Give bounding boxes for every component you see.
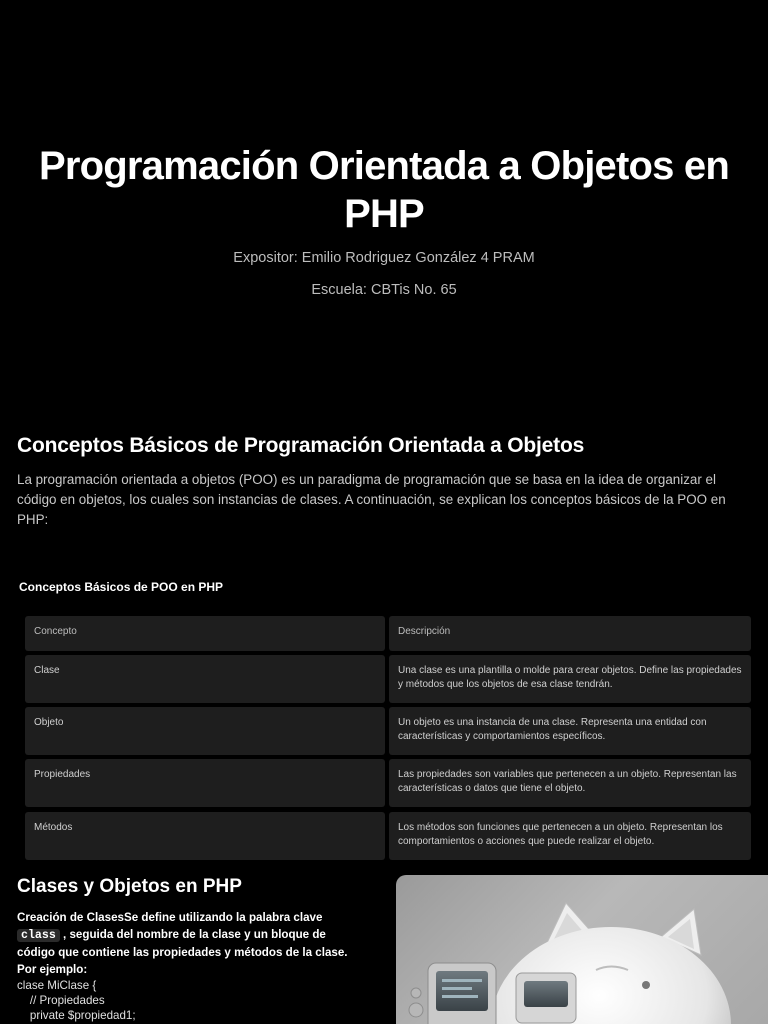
classes-heading: Clases y Objetos en PHP <box>17 876 242 897</box>
concepts-table-title: Conceptos Básicos de POO en PHP <box>19 580 224 594</box>
concepts-slide <box>0 400 768 864</box>
table-header-concept: Concepto <box>25 616 385 651</box>
table-cell-description: Un objeto es una instancia de una clase. Representa una entidad con características y comportamientos específicos. <box>389 707 751 755</box>
code-line: // Propiedades <box>17 994 105 1007</box>
presenter-line: Expositor: Emilio Rodriguez González 4 PRAM <box>233 250 535 266</box>
table-cell-description: Los métodos son funciones que pertenecen a un objeto. Representan los comportamientos o acciones que puede realizar el objeto. <box>389 812 751 860</box>
concepts-intro-paragraph: La programación orientada a objetos (POO) es un paradigma de programación que se basa en la idea de organizar el código en objetos, los cuales son instancias de clases. A continuación, se explican los conceptos básicos de la POO en PHP: <box>17 472 726 527</box>
code-example <box>17 978 136 1023</box>
paragraph-text-end: , seguida del nombre de la clase y un bloque de código que contiene las propiedades y métodos de la clase. Por ejemplo: <box>17 928 348 976</box>
presentation-title: Programación Orientada a Objetos en PHP <box>39 144 729 236</box>
table-cell-concept: Objeto <box>25 707 385 755</box>
school-line: Escuela: CBTis No. 65 <box>311 282 457 298</box>
class-creation-paragraph <box>17 909 367 978</box>
table-cell-description: Una clase es una plantilla o molde para crear objetos. Define las propiedades y métodos que los objetos de esa clase tendrán. <box>389 655 751 703</box>
paragraph-text-start: Creación de ClasesSe define utilizando la palabra clave <box>17 911 323 924</box>
table-cell-concept: Métodos <box>25 812 385 860</box>
piggy-bank-icon <box>396 875 768 1024</box>
code-line: clase MiClase { <box>17 979 97 992</box>
table-cell-concept: Propiedades <box>25 759 385 807</box>
piggy-bank-robot-illustration <box>396 875 768 1024</box>
class-keyword-code: class <box>17 929 60 942</box>
table-cell-concept: Clase <box>25 655 385 703</box>
title-slide <box>0 0 768 400</box>
table-cell-description: Las propiedades son variables que pertenecen a un objeto. Representan las características o datos que tiene el objeto. <box>389 759 751 807</box>
table-header-description: Descripción <box>389 616 751 651</box>
classes-slide <box>0 868 768 1024</box>
concepts-heading: Conceptos Básicos de Programación Orientada a Objetos <box>17 434 585 457</box>
code-line: private $propiedad1; <box>17 1009 136 1022</box>
